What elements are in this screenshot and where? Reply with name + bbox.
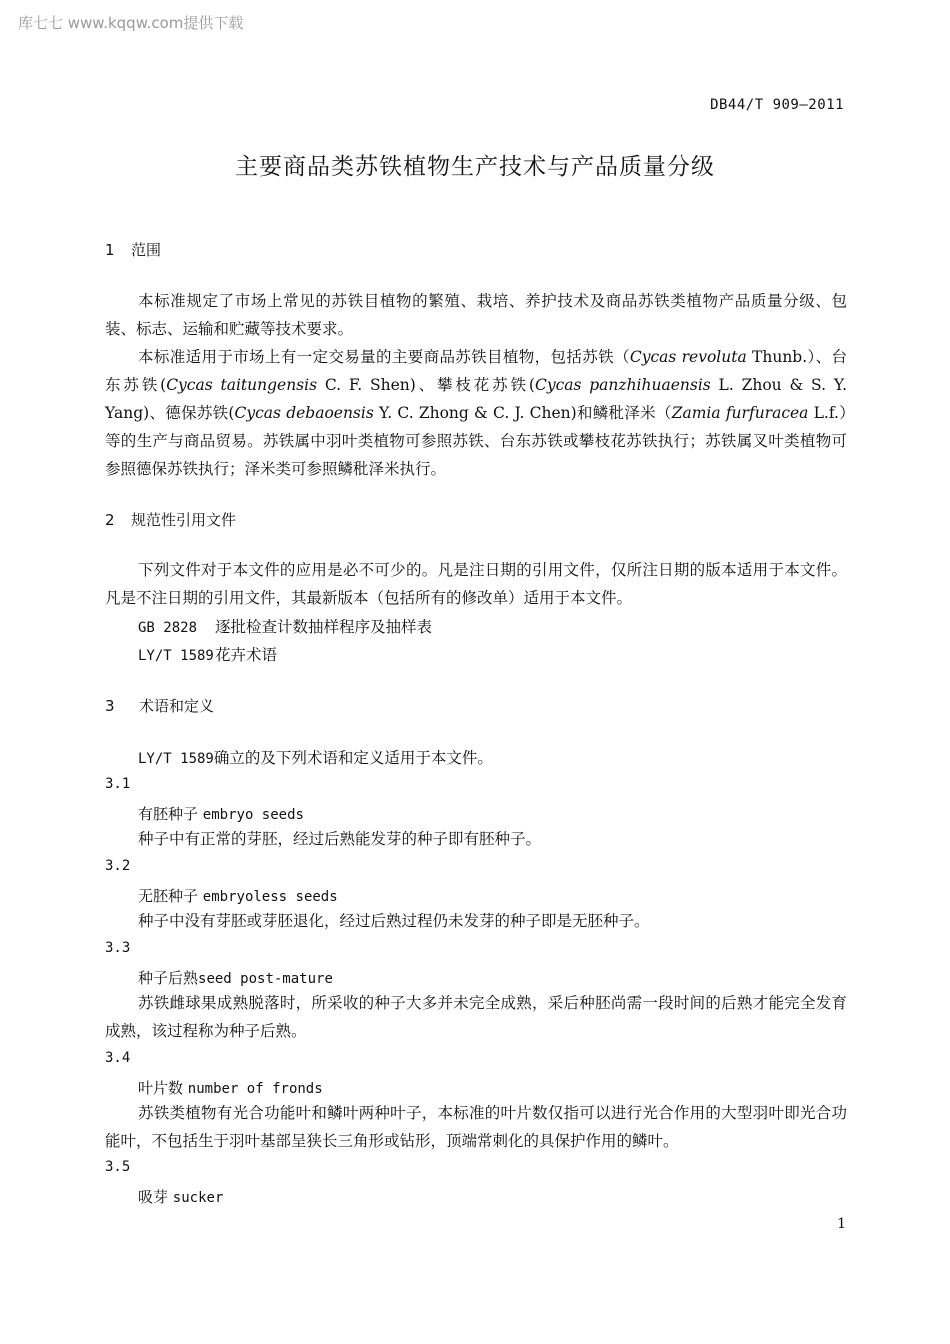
watermark-text: 库七七 www.kqqw.com提供下载	[18, 14, 244, 32]
term-zh: 吸芽	[138, 1188, 169, 1206]
term-definition: 种子中没有芽胚或芽胚退化，经过后熟过程仍未发芽的种子即是无胚种子。	[138, 912, 650, 930]
species-name: Cycas revoluta	[629, 348, 747, 366]
term-en: number of fronds	[187, 1081, 323, 1097]
term-en: embryo seeds	[202, 807, 304, 823]
term-zh: 无胚种子	[138, 887, 199, 905]
term-number: 3.2	[105, 858, 131, 874]
section-title: 规范性引用文件	[131, 511, 237, 529]
term-number: 3.5	[105, 1159, 131, 1175]
section-1-paragraph-1: 本标准规定了市场上常见的苏铁目植物的繁殖、栽培、养护技术及商品苏铁类植物产品质量分级、包装、标志、运输和贮藏等技术要求。	[105, 292, 847, 338]
term-heading	[138, 1077, 323, 1098]
intro-text: 确立的及下列术语和定义适用于本文件。	[213, 749, 493, 767]
section-2-paragraph-1: 下列文件对于本文件的应用是必不可少的。凡是注日期的引用文件，仅所注日期的版本适用于本文件。凡是不注日期的引用文件，其最新版本（包括所有的修改单）适用于本文件。	[105, 561, 847, 607]
reference-code: GB 2828	[138, 620, 198, 636]
section-3-intro	[138, 746, 493, 768]
species-name: Cycas debaoensis	[234, 404, 374, 422]
term-heading	[138, 803, 304, 824]
reference-code: LY/T 1589	[138, 648, 214, 664]
term-definition: 苏铁雌球果成熟脱落时，所采收的种子大多并未完全成熟，采后种胚尚需一段时间的后熟才能完全发育成熟，该过程称为种子后熟。	[105, 994, 847, 1040]
reference-title: 花卉术语	[215, 646, 278, 664]
term-zh: 种子后熟	[138, 969, 199, 987]
section-number: 1	[105, 241, 115, 259]
term-heading	[138, 885, 338, 906]
section-title: 术语和定义	[139, 697, 215, 715]
reference-title: 逐批检查计数抽样程序及抽样表	[215, 618, 433, 636]
section-number: 3	[105, 697, 115, 715]
species-name: Zamia furfuracea	[671, 404, 809, 422]
term-definition: 种子中有正常的芽胚，经过后熟能发芽的种子即有胚种子。	[138, 830, 542, 848]
section-3-heading	[105, 695, 214, 716]
term-zh: 叶片数	[138, 1079, 184, 1097]
term-number: 3.3	[105, 940, 131, 956]
standard-code: DB44/T 909—2011	[710, 97, 844, 113]
section-number: 2	[105, 511, 115, 529]
reference-item	[138, 615, 432, 637]
section-2-heading	[105, 509, 236, 530]
page-number: 1	[837, 1216, 846, 1232]
term-heading	[138, 1186, 223, 1207]
section-1-heading	[105, 239, 161, 260]
intro-code: LY/T 1589	[138, 751, 214, 767]
document-title: 主要商品类苏铁植物生产技术与产品质量分级	[235, 154, 715, 180]
term-zh: 有胚种子	[138, 805, 199, 823]
term-number: 3.4	[105, 1050, 131, 1066]
term-heading	[138, 967, 333, 988]
term-en: sucker	[172, 1190, 224, 1206]
term-en: embryoless seeds	[202, 889, 338, 905]
term-definition: 苏铁类植物有光合功能叶和鳞叶两种叶子，本标准的叶片数仅指可以进行光合作用的大型羽叶即光合功能叶，不包括生于羽叶基部呈狭长三角形或钻形，顶端常刺化的具保护作用的鳞叶。	[105, 1104, 847, 1150]
section-title: 范围	[131, 241, 162, 259]
reference-item	[138, 643, 277, 665]
species-name: Cycas panzhihuaensis	[534, 376, 711, 394]
term-number: 3.1	[105, 776, 131, 792]
section-1-paragraph-2: 本标准适用于市场上有一定交易量的主要商品苏铁目植物，包括苏铁（Cycas revoluta Thunb.）、台东苏铁(Cycas taitungensis C. F. Shen)、攀枝花苏铁(Cycas panzhihuaensis L. Zhou & S. Y. Yang)、德保苏铁(Cycas debaoensis Y. C. Zhong & C. J. Chen)和鳞秕泽米（Zamia furfuracea L.f.）等的生产与商品贸易。苏铁属中羽叶类植物可参照苏铁、台东苏铁或攀枝花苏铁执行；苏铁属叉叶类植物可参照德保苏铁执行；泽米类可参照鳞秕泽米执行。	[105, 348, 848, 478]
term-en: seed post-mature	[198, 971, 333, 987]
species-name: Cycas taitungensis	[166, 376, 318, 394]
